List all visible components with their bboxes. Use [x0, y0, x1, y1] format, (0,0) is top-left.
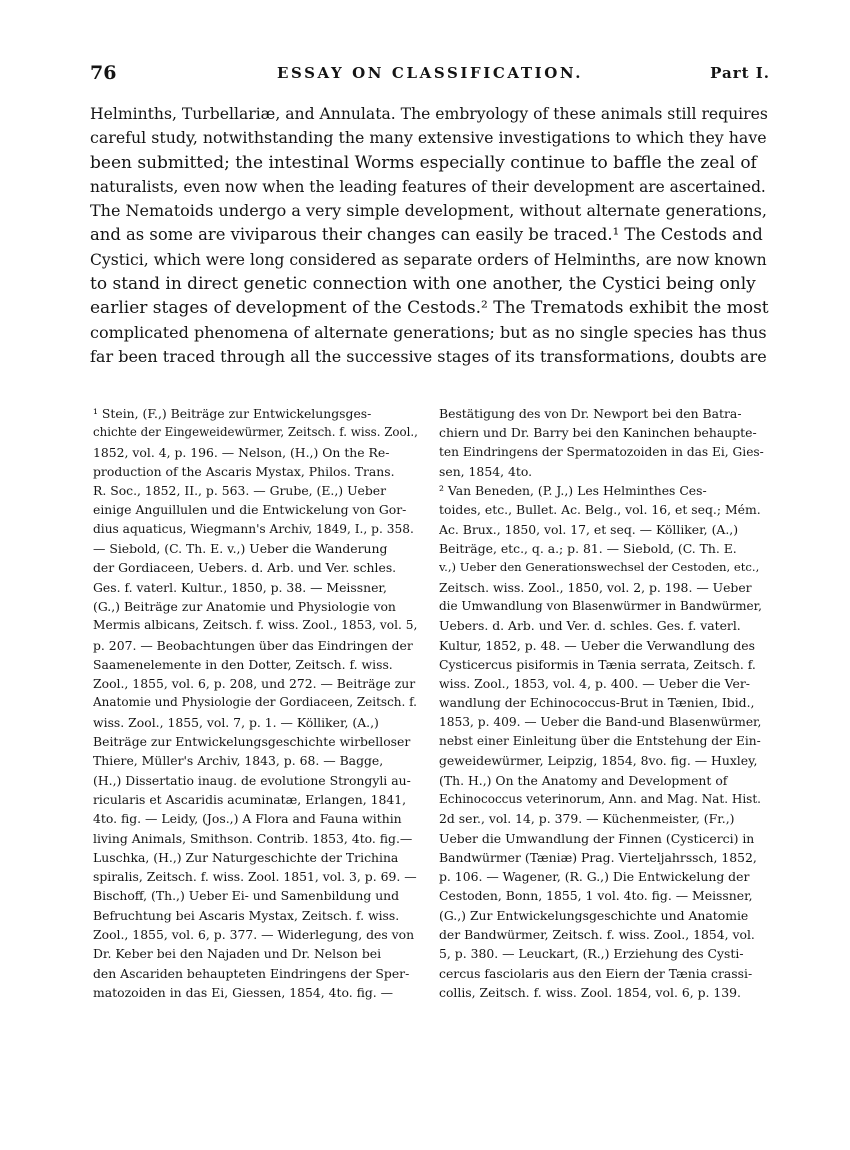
footnote-line: (G.,) Beiträge zur Anatomie und Physiologie von	[93, 598, 396, 614]
footnote-line: collis, Zeitsch. f. wiss. Zool. 1854, vol. 6, p. 139.	[439, 984, 741, 1000]
running-title: ESSAY ON CLASSIFICATION.	[276, 64, 584, 82]
footnote-line: Zool., 1855, vol. 6, p. 377. — Widerlegung, des von	[93, 927, 415, 943]
footnote-line: production of the Ascaris Mystax, Philos. Trans.	[93, 463, 395, 479]
footnotes-left-column	[93, 404, 418, 1002]
footnote-line: ten Eindringens der Spermatozoiden in das Ei, Gies-	[439, 444, 764, 459]
footnote-line: Uebers. d. Arb. und Ver. d. schles. Ges. f. vaterl.	[439, 618, 741, 634]
footnote-line: (Th. H.,) On the Anatomy and Development of	[439, 772, 728, 788]
footnote-line: ¹ Stein, (F.,) Beiträge zur Entwickelungsges-	[93, 406, 372, 421]
body-paragraph	[90, 102, 770, 369]
body-line: complicated phenomena of alternate generations; but as no single species has thus	[90, 322, 767, 342]
footnote-line: 2d ser., vol. 14, p. 379. — Küchenmeister, (Fr.,)	[439, 811, 735, 827]
body-line: The Nematoids undergo a very simple development, without alternate generations,	[90, 201, 767, 221]
footnote-line: p. 106. — Wagener, (R. G.,) Die Entwickelung der	[439, 869, 750, 885]
footnote-line: ² Van Beneden, (P. J.,) Les Helminthes Ces-	[439, 483, 707, 499]
page-number: 76	[90, 62, 117, 84]
footnote-line: Bestätigung des von Dr. Newport bei den Batra-	[439, 406, 742, 421]
footnote-line: R. Soc., 1852, II., p. 563. — Grube, (E.,) Ueber	[93, 483, 387, 499]
body-line: been submitted; the intestinal Worms especially continue to baffle the zeal of	[90, 152, 757, 173]
footnote-line: chichte der Eingeweidewürmer, Zeitsch. f. wiss. Zool.,	[93, 425, 418, 440]
footnote-line: Zeitsch. wiss. Zool., 1850, vol. 2, p. 198. — Ueber	[439, 579, 752, 595]
footnote-line: 4to. fig. — Leidy, (Jos.,) A Flora and Fauna within	[93, 811, 402, 827]
footnote-line: matozoiden in das Ei, Giessen, 1854, 4to. fig. —	[93, 984, 394, 1000]
body-line: naturalists, even now when the leading features of their development are ascertained.	[90, 177, 766, 196]
footnote-line: 5, p. 380. — Leuckart, (R.,) Erziehung des Cysti-	[439, 946, 744, 962]
body-line: to stand in direct genetic connection with one another, the Cystici being only	[90, 274, 756, 295]
page-header	[90, 62, 770, 86]
footnote-line: (G.,) Zur Entwickelungsgeschichte und Anatomie	[439, 907, 749, 923]
footnote-line: Befruchtung bei Ascaris Mystax, Zeitsch. f. wiss.	[93, 907, 400, 923]
footnote-line: wandlung der Echinococcus-Brut in Tænien, Ibid.,	[439, 695, 755, 711]
body-line: and as some are viviparous their changes can easily be traced.¹ The Cestods and	[90, 225, 763, 245]
footnote-line: Echinococcus veterinorum, Ann. and Mag. Nat. Hist.	[439, 791, 761, 806]
footnote-line: Anatomie und Physiologie der Gordiaceen, Zeitsch. f.	[93, 695, 417, 710]
footnote-line: Saamenelemente in den Dotter, Zeitsch. f. wiss.	[93, 656, 393, 672]
body-line: far been traced through all the successive stages of its transformations, doubts are	[90, 346, 767, 366]
footnote-line: einige Anguillulen und die Entwickelung von Gor-	[93, 502, 407, 518]
footnote-line: — Siebold, (C. Th. E. v.,) Ueber die Wanderung	[93, 541, 388, 557]
footnote-line: p. 207. — Beobachtungen über das Eindringen der	[93, 637, 413, 653]
footnote-line: nebst einer Einleitung über die Entstehung der Ein-	[439, 734, 761, 749]
body-line: earlier stages of development of the Cestods.² The Trematods exhibit the most	[90, 298, 769, 319]
footnote-line: Dr. Keber bei den Najaden und Dr. Nelson bei	[93, 946, 382, 962]
footnote-line: Luschka, (H.,) Zur Naturgeschichte der Trichina	[93, 849, 399, 865]
footnote-line: Cestoden, Bonn, 1855, 1 vol. 4to. fig. — Meissner,	[439, 888, 753, 904]
footnote-line: toides, etc., Bullet. Ac. Belg., vol. 16, et seq.; Mém.	[439, 502, 761, 518]
footnote-line: der Gordiaceen, Uebers. d. Arb. und Ver. schles.	[93, 560, 397, 576]
footnotes-right-column	[439, 404, 764, 1002]
footnote-line: Thiere, Müller's Archiv, 1843, p. 68. — Bagge,	[93, 753, 384, 769]
footnote-line: Ac. Brux., 1850, vol. 17, et seq. — Kölliker, (A.,)	[439, 521, 739, 537]
footnote-line: living Animals, Smithson. Contrib. 1853, 4to. fig.—	[93, 830, 413, 846]
footnote-line: spiralis, Zeitsch. f. wiss. Zool. 1851, vol. 3, p. 69. —	[93, 869, 417, 885]
footnote-line: dius aquaticus, Wiegmann's Archiv, 1849, I., p. 358.	[93, 521, 414, 536]
part-label: Part I.	[710, 64, 770, 82]
footnote-line: der Bandwürmer, Zeitsch. f. wiss. Zool., 1854, vol.	[439, 927, 755, 943]
body-line: careful study, notwithstanding the many extensive investigations to which they have	[90, 128, 767, 148]
footnote-line: cercus fasciolaris aus den Eiern der Tænia crassi-	[439, 965, 753, 981]
footnote-line: Ueber die Umwandlung der Finnen (Cysticerci) in	[439, 830, 755, 846]
footnote-line: den Ascariden behaupteten Eindringens der Sper-	[93, 965, 410, 981]
footnote-line: sen, 1854, 4to.	[439, 463, 533, 479]
footnote-line: geweidewürmer, Leipzig, 1854, 8vo. fig. — Huxley,	[439, 753, 758, 769]
footnote-line: Kultur, 1852, p. 48. — Ueber die Verwandlung des	[439, 637, 755, 653]
footnote-line: 1853, p. 409. — Ueber die Band-und Blasenwürmer,	[439, 714, 762, 729]
footnote-line: Ges. f. vaterl. Kultur., 1850, p. 38. — Meissner,	[93, 579, 387, 595]
footnote-line: Beiträge, etc., q. a.; p. 81. — Siebold, (C. Th. E.	[439, 541, 737, 557]
footnote-line: wiss. Zool., 1853, vol. 4, p. 400. — Ueber die Ver-	[439, 676, 750, 692]
footnote-line: chiern und Dr. Barry bei den Kaninchen behaupte-	[439, 425, 757, 441]
footnote-line: Cysticercus pisiformis in Tænia serrata, Zeitsch. f.	[439, 656, 756, 672]
footnote-line: v.,) Ueber den Generationswechsel der Cestoden, etc.,	[439, 560, 760, 575]
footnote-line: (H.,) Dissertatio inaug. de evolutione Strongyli au-	[93, 772, 411, 788]
footnote-line: wiss. Zool., 1855, vol. 7, p. 1. — Kölliker, (A.,)	[93, 714, 379, 730]
body-line: Cystici, which were long considered as separate orders of Helminths, are now known	[90, 250, 767, 269]
footnote-line: Zool., 1855, vol. 6, p. 208, und 272. — Beiträge zur	[93, 676, 416, 692]
footnote-line: die Umwandlung von Blasenwürmer in Bandwürmer,	[439, 598, 762, 613]
footnote-line: 1852, vol. 4, p. 196. — Nelson, (H.,) On the Re-	[93, 444, 390, 460]
footnote-line: ricularis et Ascaridis acuminatæ, Erlangen, 1841,	[93, 791, 407, 807]
footnote-line: Bischoff, (Th.,) Ueber Ei- und Samenbildung und	[93, 888, 400, 904]
body-line: Helminths, Turbellariæ, and Annulata. The embryology of these animals still requires	[90, 105, 768, 123]
footnote-line: Mermis albicans, Zeitsch. f. wiss. Zool., 1853, vol. 5,	[93, 618, 418, 633]
footnote-line: Bandwürmer (Tæniæ) Prag. Vierteljahrssch, 1852,	[439, 849, 757, 865]
footnote-line: Beiträge zur Entwickelungsgeschichte wirbelloser	[93, 734, 411, 750]
